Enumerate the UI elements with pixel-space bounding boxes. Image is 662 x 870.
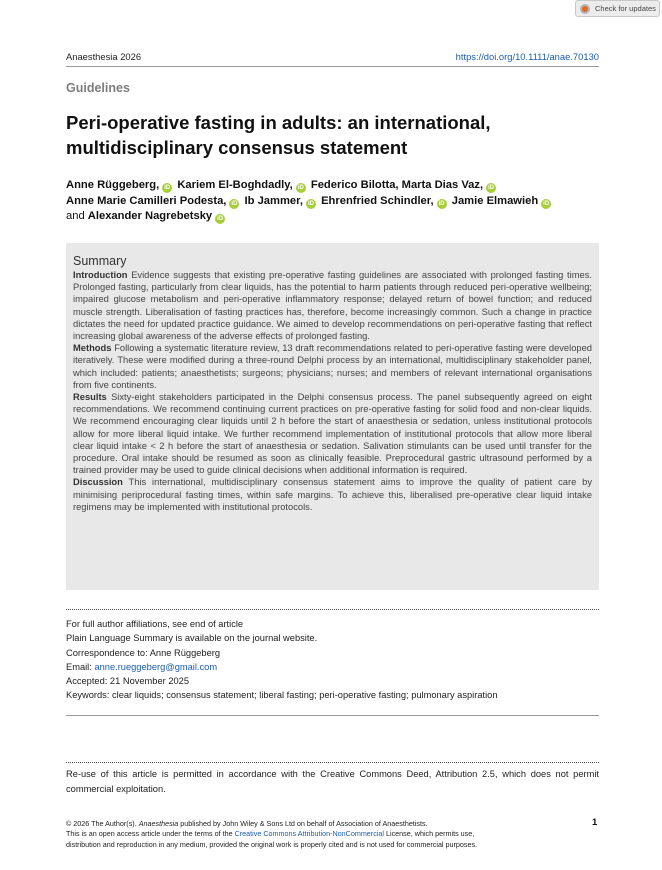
summary-results xyxy=(73,391,592,476)
orcid-icon[interactable]: iD xyxy=(217,216,224,222)
author-name: Kariem El-Boghdadly, xyxy=(177,179,293,191)
reuse-statement: Re-use of this article is permitted in accordance with the Creative Commons Deed, Attribution 2.5, which does not permit commercial exploitation. xyxy=(66,769,599,794)
copyright-line-1 xyxy=(66,819,566,829)
author-name: Anne Marie Camilleri Podesta, xyxy=(66,194,227,207)
author-name: Federico Bilotta, Marta Dias Vaz, xyxy=(310,179,484,191)
check-for-updates-label: Check for updates xyxy=(595,4,656,13)
article-title: Peri-operative fasting in adults: an international, multidisciplinary consensus statement xyxy=(66,112,491,158)
orcid-icon[interactable]: iD xyxy=(488,185,495,191)
discussion-label: Discussion xyxy=(73,477,123,488)
orcid-icon[interactable]: iD xyxy=(543,200,550,207)
journal-italic: Anaesthesia xyxy=(138,819,179,828)
running-header xyxy=(66,51,599,62)
methods-text: Following a systematic literature review, 13 draft recommendations related to peri-operative fasting were developed iteratively. These were modified during a three-round Delphi process by an international, multidisciplinary stakeholder panel, which included: patients; anaesthetists; surgeons; physicians; nurses; and members of relevant international organisations from five continents. xyxy=(73,343,592,390)
summary-heading: Summary xyxy=(73,254,127,268)
crossmark-icon xyxy=(580,4,590,14)
license-text: License, which permits use, xyxy=(385,829,475,839)
orcid-icon[interactable]: iD xyxy=(307,200,314,207)
summary-introduction xyxy=(73,269,592,342)
methods-label: Methods xyxy=(73,343,112,354)
and-conjunction: and xyxy=(66,210,85,222)
keywords-line: Keywords: clear liquids; consensus statement; liberal fasting; peri-operative fasting; pulmonary aspiration xyxy=(66,690,498,701)
author-name: Ehrenfried Schindler, xyxy=(321,194,434,207)
author-name: Anne Rüggeberg, xyxy=(66,179,160,191)
author-list xyxy=(66,178,606,225)
copyright-notice xyxy=(66,819,566,850)
summary-box xyxy=(66,243,599,590)
page-number: 1 xyxy=(592,817,598,828)
summary-discussion xyxy=(73,476,592,513)
orcid-icon[interactable]: iD xyxy=(231,200,238,207)
introduction-label: Introduction xyxy=(73,270,128,280)
journal-name: Anaesthesia 2026 xyxy=(66,51,142,62)
article-metadata xyxy=(66,617,599,703)
plain-language-note: Plain Language Summary is available on the journal website. xyxy=(66,633,318,644)
accepted-date: Accepted: 21 November 2025 xyxy=(66,676,190,687)
header-divider xyxy=(66,66,599,67)
affiliations-note: For full author affiliations, see end of article xyxy=(66,619,244,629)
orcid-icon[interactable]: iD xyxy=(297,185,304,191)
check-for-updates-button[interactable] xyxy=(575,0,660,17)
email-line xyxy=(66,660,599,674)
author-name: Jamie Elmawieh xyxy=(451,194,539,207)
orcid-icon[interactable]: iD xyxy=(438,200,445,207)
copyright-text: published by John Wiley & Sons Ltd on behalf of Association of Anaesthetists. xyxy=(180,819,428,828)
email-label: Email: xyxy=(66,661,92,672)
license-text: This is an open access article under the terms of the xyxy=(66,829,233,839)
results-label: Results xyxy=(73,392,107,403)
copyright-text: © 2026 The Author(s). xyxy=(66,819,137,828)
copyright-line-3: distribution and reproduction in any medium, provided the original work is properly cited and is not used for commercial purposes. xyxy=(66,839,478,849)
doi-link[interactable]: https://doi.org/10.1111/anae.70130 xyxy=(455,51,599,62)
email-link[interactable]: anne.rueggeberg@gmail.com xyxy=(94,661,218,672)
author-name: Alexander Nagrebetsky xyxy=(87,210,213,222)
orcid-icon[interactable]: iD xyxy=(164,185,171,191)
author-name: Ib Jammer, xyxy=(244,194,303,207)
correspondence-line: Correspondence to: Anne Rüggeberg xyxy=(66,647,221,658)
copyright-line-2 xyxy=(66,829,566,839)
dotted-divider xyxy=(66,762,599,763)
license-link[interactable]: Creative Commons Attribution-NonCommercial xyxy=(234,829,384,839)
results-text: Sixty-eight stakeholders participated in the Delphi consensus process. The panel subsequently agreed on eight recommendations. We recommend continuing current practices on pre-operative fasting for solid food and non-clear liquids. We recommend encouraging clear liquids until 2 h before the start of anaesthesia or sedation, unless institutional protocols allow for more liberal liquid intake. We further recommend implementation of institutional protocols that allow more liberal clear liquid intake < 2 h before the start of anaesthesia or sedation. Salivation stimulants can be used until transfer for the procedure. Oral intake should be resumed as soon as clinically feasible. Preprocedural gastric ultrasound performed by a trained provider may be used to guide clinical decisions when additional information is required. xyxy=(73,392,592,476)
dotted-divider xyxy=(66,609,599,610)
summary-methods xyxy=(73,342,592,391)
article-type-label: Guidelines xyxy=(66,81,130,95)
introduction-text: Evidence suggests that existing pre-operative fasting guidelines are associated with prolonged fasting times. Prolonged fasting, particularly from clear liquids, has the potential to harm patients through reduced peri-operative wellbeing; impaired glucose metabolism and peri-operative inflammatory response; delayed return of bowel function; and reduced muscle strength. Liberalisation of fasting practices has, therefore, become increasingly common. Such a change in practice dictates the need for updated practice guidance. We aimed to develop recommendations on peri-operative fasting that reflect increasing global awareness of the adverse effects of prolonged fasting. xyxy=(73,270,592,342)
metadata-divider xyxy=(66,715,599,716)
discussion-text: This international, multidisciplinary consensus statement aims to improve the quality of patient care by minimising periprocedural fasting times, within safe margins. To achieve this, liberalised pre-operative clear liquid intake regimens may be implemented with institutional protocols. xyxy=(73,477,592,512)
